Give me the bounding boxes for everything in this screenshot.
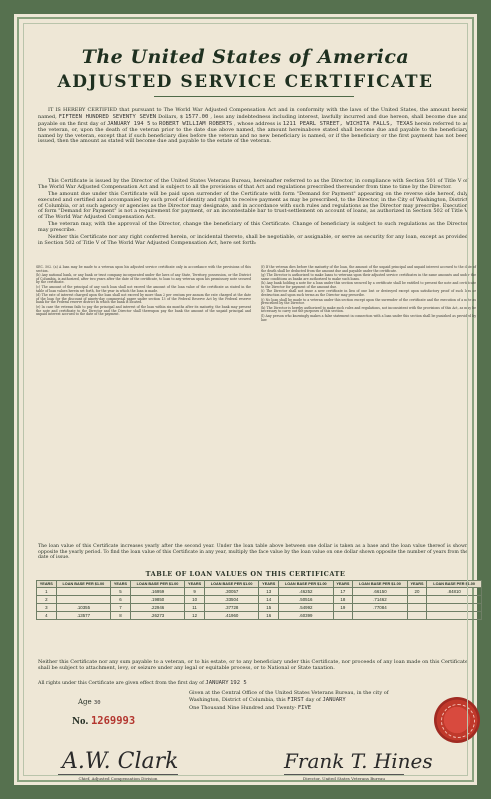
table-cell: .66150 bbox=[353, 588, 408, 596]
fine-print-5: (f) If the veteran dies before the maturity of the loan, the amount of the unpaid principal and unpaid interest accrued to the date of the death shall be deducted from the amount due and payable under the certificate. bbox=[261, 265, 476, 273]
veteran-address: 1211 PEARL STREET, WICHITA FALLS, TEXAS bbox=[282, 120, 413, 127]
table-cell bbox=[407, 612, 427, 620]
col-header: LOAN BASE PER $1.00 bbox=[56, 581, 111, 588]
fine-print-1: (b) Any national bank, or any bank or trust company incorporated under the laws of any State, Territory, possession, or the District of Columbia, is authorized, after two years after the date of the certificate, to loan to any veteran upon his promissory note secured by the certificate. bbox=[36, 273, 251, 285]
red-seal bbox=[434, 697, 480, 743]
table-cell: .22946 bbox=[130, 604, 185, 612]
amount-words: FIFTEEN HUNDRED SEVENTY SEVEN bbox=[58, 113, 157, 120]
table-cell: .41960 bbox=[204, 612, 259, 620]
col-header: YEARS bbox=[333, 581, 353, 588]
header-country: The United States of America bbox=[81, 46, 410, 68]
p1-text-f: herein referred to as the veteran, or, upon the death of the veteran prior to the date due above named, the amount hereinabove stated shall become due and payable to the beneficiary named by the veteran, except that if such beneficiary dies before the veteran and no new beneficiary is named, or if the beneficiary or the first payment has not been issued, then the amount as stated will become due and payable to the estate of the veteran. bbox=[38, 120, 468, 145]
effective-year: 192 5 bbox=[230, 680, 247, 686]
paragraph-2: This Certificate is issued by the Director of the United States Veterans Bureau, hereinafter referred to as the Director, in compliance with Section 501 of Title V of The World War Adjusted Compensation Act and is subject to all the provisions of that Act and regulations prescribed thereunder from time to time by the Director. bbox=[38, 178, 468, 190]
table-cell: .46252 bbox=[279, 588, 334, 596]
loan-table-title: TABLE OF LOAN VALUES ON THIS CERTIFICATE bbox=[145, 570, 346, 578]
given-line-3-text: One Thousand Nine Hundred and Twenty- bbox=[189, 705, 297, 712]
table-cell: 9 bbox=[185, 588, 205, 596]
given-block bbox=[189, 690, 459, 713]
fine-print-2: (c) The amount of the principal of any such loan shall not exceed the amount of the loan value of the certificate as stated in the table of loan values herein set forth, for the year in which the loan is made. bbox=[36, 284, 251, 293]
table-cell: .19850 bbox=[130, 596, 185, 604]
table-cell: 8 bbox=[111, 612, 131, 620]
table-cell bbox=[407, 596, 427, 604]
col-header: LOAN BASE PER $1.00 bbox=[353, 581, 408, 588]
table-cell: .37728 bbox=[204, 604, 259, 612]
table-cell: .77084 bbox=[353, 604, 408, 612]
given-line-1: Given at the Central Office of the United States Veterans Bureau, in the city of bbox=[189, 690, 389, 696]
age-line bbox=[78, 698, 101, 706]
table-row bbox=[37, 604, 482, 612]
paragraph-5: Neither this Certificate nor any right conferred herein, or incidental thereto, shall be negotiable, or assignable, or serve as security for any loan, except as provided in Section 502 of Title V of The World War Adjusted Compensation Act, here set forth: bbox=[38, 234, 468, 246]
col-header: YEARS bbox=[37, 581, 57, 588]
table-cell: .16959 bbox=[130, 588, 185, 596]
fine-print-10: (k) The Director is hereby authorized to make such rules and regulations, not inconsistent with the provisions of this Act, as may be necessary to carry out the purposes of this section. bbox=[261, 305, 476, 314]
table-row bbox=[37, 612, 482, 620]
age-label: Age bbox=[78, 698, 92, 706]
certificate-number bbox=[72, 715, 135, 727]
table-row bbox=[37, 588, 482, 596]
table-cell: 15 bbox=[259, 604, 279, 612]
loan-table-header-row bbox=[37, 581, 482, 588]
col-header: YEARS bbox=[185, 581, 205, 588]
signature-right: Frank T. Hines bbox=[284, 749, 433, 773]
given-day: FIRST bbox=[287, 697, 304, 704]
paragraph-3: The amount due under this Certificate will be paid upon surrender of the Certificate with form "Demand for Payment" appearing on the reverse side hereof, duly executed and certified and accompanied by such proof of identity and right to receive payment as may be prescribed, to the Director, in the City of Washington, District of Columbia, or at such agency or agencies as the Director may designate, and in accordance with such rules and regulations as the Director may prescribe. Execution of form "Demand for Payment" is not a requirement for payment, or an incontestable bar to trust-settlement on account of loans, as authorized in Section 502 of Title V of The World War Adjusted Compensation Act. bbox=[38, 190, 468, 221]
signature-left: A.W. Clark bbox=[62, 749, 179, 774]
table-cell: .33504 bbox=[204, 596, 259, 604]
loan-table bbox=[36, 580, 482, 620]
effective-month: JANUARY bbox=[205, 680, 229, 686]
given-line-3 bbox=[189, 705, 459, 713]
fine-print-8: (i) The Director shall not issue a new certificate in lieu of one lost or destroyed except upon satisfactory proof of such loss or destruction and upon such terms as the Director may prescribe. bbox=[261, 289, 476, 298]
signature-label-left: Chief, Adjusted Compensation Division bbox=[78, 776, 158, 781]
table-cell bbox=[427, 612, 482, 620]
cert-no-value: 1269993 bbox=[90, 715, 136, 727]
col-header: YEARS bbox=[259, 581, 279, 588]
table-cell: .26273 bbox=[130, 612, 185, 620]
table-cell: 11 bbox=[185, 604, 205, 612]
fine-print-6: (g) The Director is authorized to make loans to veterans upon their adjusted service certificates in the same amounts and under the same conditions as banks are authorized to make such loans. bbox=[261, 273, 476, 281]
p1-text-d: to bbox=[152, 120, 158, 127]
paragraph-1 bbox=[38, 108, 468, 145]
fine-print-9: (j) No loan shall be made to a veteran under this section except upon the surrender of the certificate and the execution of a note as prescribed by the Director. bbox=[261, 297, 476, 306]
table-cell bbox=[56, 596, 111, 604]
veteran-name: ROBERT WILLIAM ROBERTS bbox=[159, 120, 233, 127]
table-cell: .84810 bbox=[427, 588, 482, 596]
table-cell: 12 bbox=[185, 612, 205, 620]
fine-print-0: SEC. 502. (a) A loan may be made to a veteran upon his adjusted service certificate only in accordance with the provisions of this section. bbox=[36, 265, 251, 273]
table-cell: 17 bbox=[333, 588, 353, 596]
table-cell: .50516 bbox=[279, 596, 334, 604]
p1-text-e: , whose address is bbox=[234, 120, 282, 127]
amount-number: 1577.00 bbox=[185, 113, 209, 120]
effective-date-line bbox=[38, 680, 468, 686]
exemption-paragraph: Neither this Certificate nor any sum payable to a veteran, or to his estate, or to any beneficiary under this Certificate, nor proceeds of any loan made on this Certificate shall be subject to attachment, levy, or seizure under any legal or equitable process, or to National or State taxation. bbox=[38, 659, 468, 671]
col-header: LOAN BASE PER $1.00 bbox=[130, 581, 185, 588]
paragraph-4: The veteran may, with the approval of the Director, change the beneficiary of this Certificate. Change of beneficiary is subject to such regulations as the Director may prescribe. bbox=[38, 221, 468, 234]
signature-line-left bbox=[58, 774, 178, 775]
table-cell: 4 bbox=[37, 612, 57, 620]
table-cell: 16 bbox=[259, 612, 279, 620]
table-cell bbox=[333, 612, 353, 620]
table-cell: 14 bbox=[259, 596, 279, 604]
col-header: YEARS bbox=[407, 581, 427, 588]
table-cell bbox=[56, 588, 111, 596]
col-header: LOAN BASE PER $1.00 bbox=[279, 581, 334, 588]
table-cell: 6 bbox=[111, 596, 131, 604]
table-row bbox=[37, 596, 482, 604]
col-header: LOAN BASE PER $1.00 bbox=[427, 581, 482, 588]
given-line-2 bbox=[189, 697, 459, 705]
table-cell: 20 bbox=[407, 588, 427, 596]
table-cell: 1 bbox=[37, 588, 57, 596]
effective-date-text: All rights under this Certificate are given effect from the first day of bbox=[38, 681, 204, 686]
loan-value-note: The loan value of this Certificate increases yearly after the second year. Under the loan table above between one dollar is taken as a base and the loan value thereof is shown opposite the yearly period. To find the loan value of this Certificate in any year, multiply the face value by the loan value on one dollar shown opposite the number of years from the date of issue. bbox=[38, 544, 468, 561]
age-value: 30 bbox=[93, 700, 101, 706]
table-cell: .13577 bbox=[56, 612, 111, 620]
table-cell: 10 bbox=[185, 596, 205, 604]
table-cell: .71462 bbox=[353, 596, 408, 604]
cert-no-label: No. bbox=[72, 715, 89, 727]
p1-text-c: , less any indebtedness including interest, lawfully incurred and due hereon, shall become due and payable on the first day of bbox=[38, 113, 468, 127]
fine-print bbox=[36, 266, 476, 322]
paragraph-main bbox=[38, 108, 468, 146]
fine-print-7: (h) Any bank holding a note for a loan under this section secured by a certificate shall be entitled to present the note and certificate to the Director for payment of the amount due. bbox=[261, 281, 476, 289]
table-cell: .10355 bbox=[56, 604, 111, 612]
due-date: JANUARY 194 5 bbox=[107, 120, 151, 127]
table-cell: .54992 bbox=[279, 604, 334, 612]
table-cell: 18 bbox=[333, 596, 353, 604]
table-cell: 5 bbox=[111, 588, 131, 596]
paragraph-group bbox=[38, 179, 468, 248]
table-cell: .30057 bbox=[204, 588, 259, 596]
table-cell: 7 bbox=[111, 604, 131, 612]
signature-line-right bbox=[284, 774, 404, 775]
table-cell: 13 bbox=[259, 588, 279, 596]
signature-label-right: Director, United States Veterans Bureau bbox=[303, 776, 385, 781]
table-cell: 3 bbox=[37, 604, 57, 612]
fine-print-3: (d) The rate of interest charged upon the loan shall not exceed by more than 2 per centum per annum the rate charged at the date of the loan for the discount of ninety-day commercial paper under section 13 of the Federal Reserve Act by the Federal reserve bank for the Federal reserve district in which the bank is located. bbox=[36, 293, 251, 305]
col-header: LOAN BASE PER $1.00 bbox=[204, 581, 259, 588]
given-line-2b-text: day of bbox=[305, 697, 321, 704]
p1-text-b: Dollars, $ bbox=[158, 113, 184, 120]
table-cell bbox=[427, 604, 482, 612]
given-line-2-text: Washington, District of Columbia, this bbox=[189, 697, 286, 704]
p1-text-a: IT IS HEREBY CERTIFIED that pursuant to The World War Adjusted Compensation Act and in conformity with the laws of the United States, the amount herein named, bbox=[38, 107, 468, 120]
col-header: YEARS bbox=[111, 581, 131, 588]
fine-print-4: (e) In case the veteran fails to pay the principal and interest of the loan within six months after its maturity, the bank may present the note and certificate to the Director and the Director shall thereupon pay the bank the amount of the unpaid principal and unpaid interest accrued to the date of the payment. bbox=[36, 304, 251, 317]
table-cell bbox=[407, 604, 427, 612]
table-cell: 2 bbox=[37, 596, 57, 604]
table-cell: 19 bbox=[333, 604, 353, 612]
table-cell bbox=[353, 612, 408, 620]
given-year-word: FIVE bbox=[297, 705, 312, 712]
fine-print-11: (l) Any person who knowingly makes a false statement in connection with a loan under this section shall be punished as provided by law. bbox=[261, 313, 476, 322]
header-rule bbox=[154, 96, 354, 97]
table-cell: .60399 bbox=[279, 612, 334, 620]
given-month: JANUARY bbox=[322, 697, 346, 704]
table-cell bbox=[427, 596, 482, 604]
header-title: ADJUSTED SERVICE CERTIFICATE bbox=[57, 72, 434, 92]
